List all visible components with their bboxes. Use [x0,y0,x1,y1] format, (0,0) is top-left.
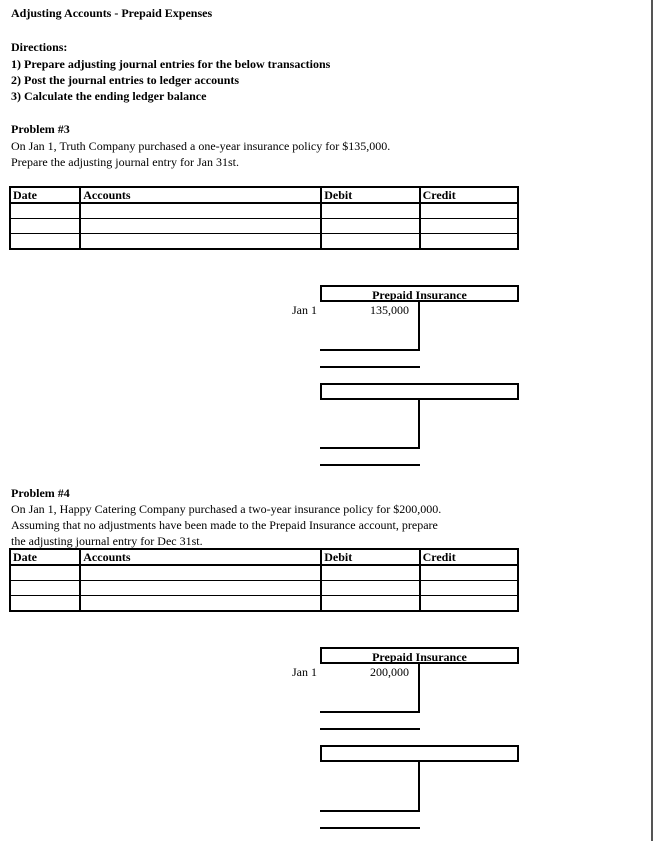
credit-column-header: Credit [420,187,518,203]
page-edge-scrollbar [651,0,653,841]
debit-cell[interactable] [321,581,419,596]
journal-entry-row [10,581,518,596]
credit-cell[interactable] [420,234,518,250]
t-account-balance-line [320,827,420,829]
t-account-divider [418,664,420,713]
date-column-header: Date [10,549,80,565]
problem4-text-line-1: On Jan 1, Happy Catering Company purchased a two-year insurance policy for $200,000. [11,502,442,516]
problem4-t-account-amount: 200,000 [370,665,409,679]
accounts-cell[interactable] [80,203,321,219]
date-cell[interactable] [10,565,80,581]
problem4-t-account-date: Jan 1 [292,665,317,679]
problem3-t-account-date: Jan 1 [292,303,317,317]
date-cell[interactable] [10,234,80,250]
credit-cell[interactable] [420,219,518,234]
problem3-t-account-amount: 135,000 [370,303,409,317]
accounts-cell[interactable] [80,596,321,612]
problem3-t-account-title: Prepaid Insurance [372,288,467,302]
t-account-divider [418,400,420,449]
credit-cell[interactable] [420,203,518,219]
date-column-header: Date [10,187,80,203]
problem4-text-line-3: the adjusting journal entry for Dec 31st. [11,534,203,548]
accounts-cell[interactable] [80,219,321,234]
problem4-heading: Problem #4 [11,486,70,500]
problem3-t-account-title-box [320,285,519,302]
problem4-journal-table [9,548,519,612]
accounts-cell[interactable] [80,565,321,581]
problem3-journal-table [9,186,519,250]
journal-header-row [10,187,518,203]
journal-header-row [10,549,518,565]
accounts-column-header: Accounts [80,187,321,203]
t-account-balance-line [320,366,420,368]
problem4-blank-t-account-title-box[interactable] [320,745,519,762]
directions-heading: Directions: [11,40,68,54]
debit-column-header: Debit [321,549,419,565]
t-account-debit-total-line [320,810,420,812]
direction-step-1: 1) Prepare adjusting journal entries for the below transactions [11,57,331,71]
debit-cell[interactable] [321,596,419,612]
t-account-divider [418,762,420,812]
problem3-text-line-1: On Jan 1, Truth Company purchased a one-year insurance policy for $135,000. [11,139,391,153]
accounts-cell[interactable] [80,581,321,596]
credit-cell[interactable] [420,565,518,581]
problem4-text-line-2: Assuming that no adjustments have been made to the Prepaid Insurance account, prepare [11,518,438,532]
date-cell[interactable] [10,581,80,596]
direction-step-2: 2) Post the journal entries to ledger accounts [11,73,240,87]
debit-cell[interactable] [321,234,419,250]
t-account-debit-total-line [320,711,420,713]
debit-cell[interactable] [321,203,419,219]
t-account-divider [418,302,420,351]
t-account-debit-total-line [320,349,420,351]
problem4-t-account-title: Prepaid Insurance [372,650,467,664]
journal-entry-row [10,596,518,612]
date-cell[interactable] [10,219,80,234]
accounts-cell[interactable] [80,234,321,250]
date-cell[interactable] [10,203,80,219]
problem3-text-line-2: Prepare the adjusting journal entry for Jan 31st. [11,155,239,169]
debit-cell[interactable] [321,219,419,234]
journal-entry-row [10,219,518,234]
problem3-heading: Problem #3 [11,122,70,136]
journal-entry-row [10,565,518,581]
direction-step-3: 3) Calculate the ending ledger balance [11,89,207,103]
journal-entry-row [10,203,518,219]
date-cell[interactable] [10,596,80,612]
accounts-column-header: Accounts [80,549,321,565]
t-account-balance-line [320,464,420,466]
problem4-t-account-title-box [320,647,519,664]
credit-column-header: Credit [420,549,518,565]
page-title: Adjusting Accounts - Prepaid Expenses [11,6,213,20]
t-account-balance-line [320,728,420,730]
journal-entry-row [10,234,518,250]
credit-cell[interactable] [420,596,518,612]
debit-column-header: Debit [321,187,419,203]
debit-cell[interactable] [321,565,419,581]
problem3-blank-t-account-title-box[interactable] [320,383,519,400]
credit-cell[interactable] [420,581,518,596]
t-account-debit-total-line [320,447,420,449]
